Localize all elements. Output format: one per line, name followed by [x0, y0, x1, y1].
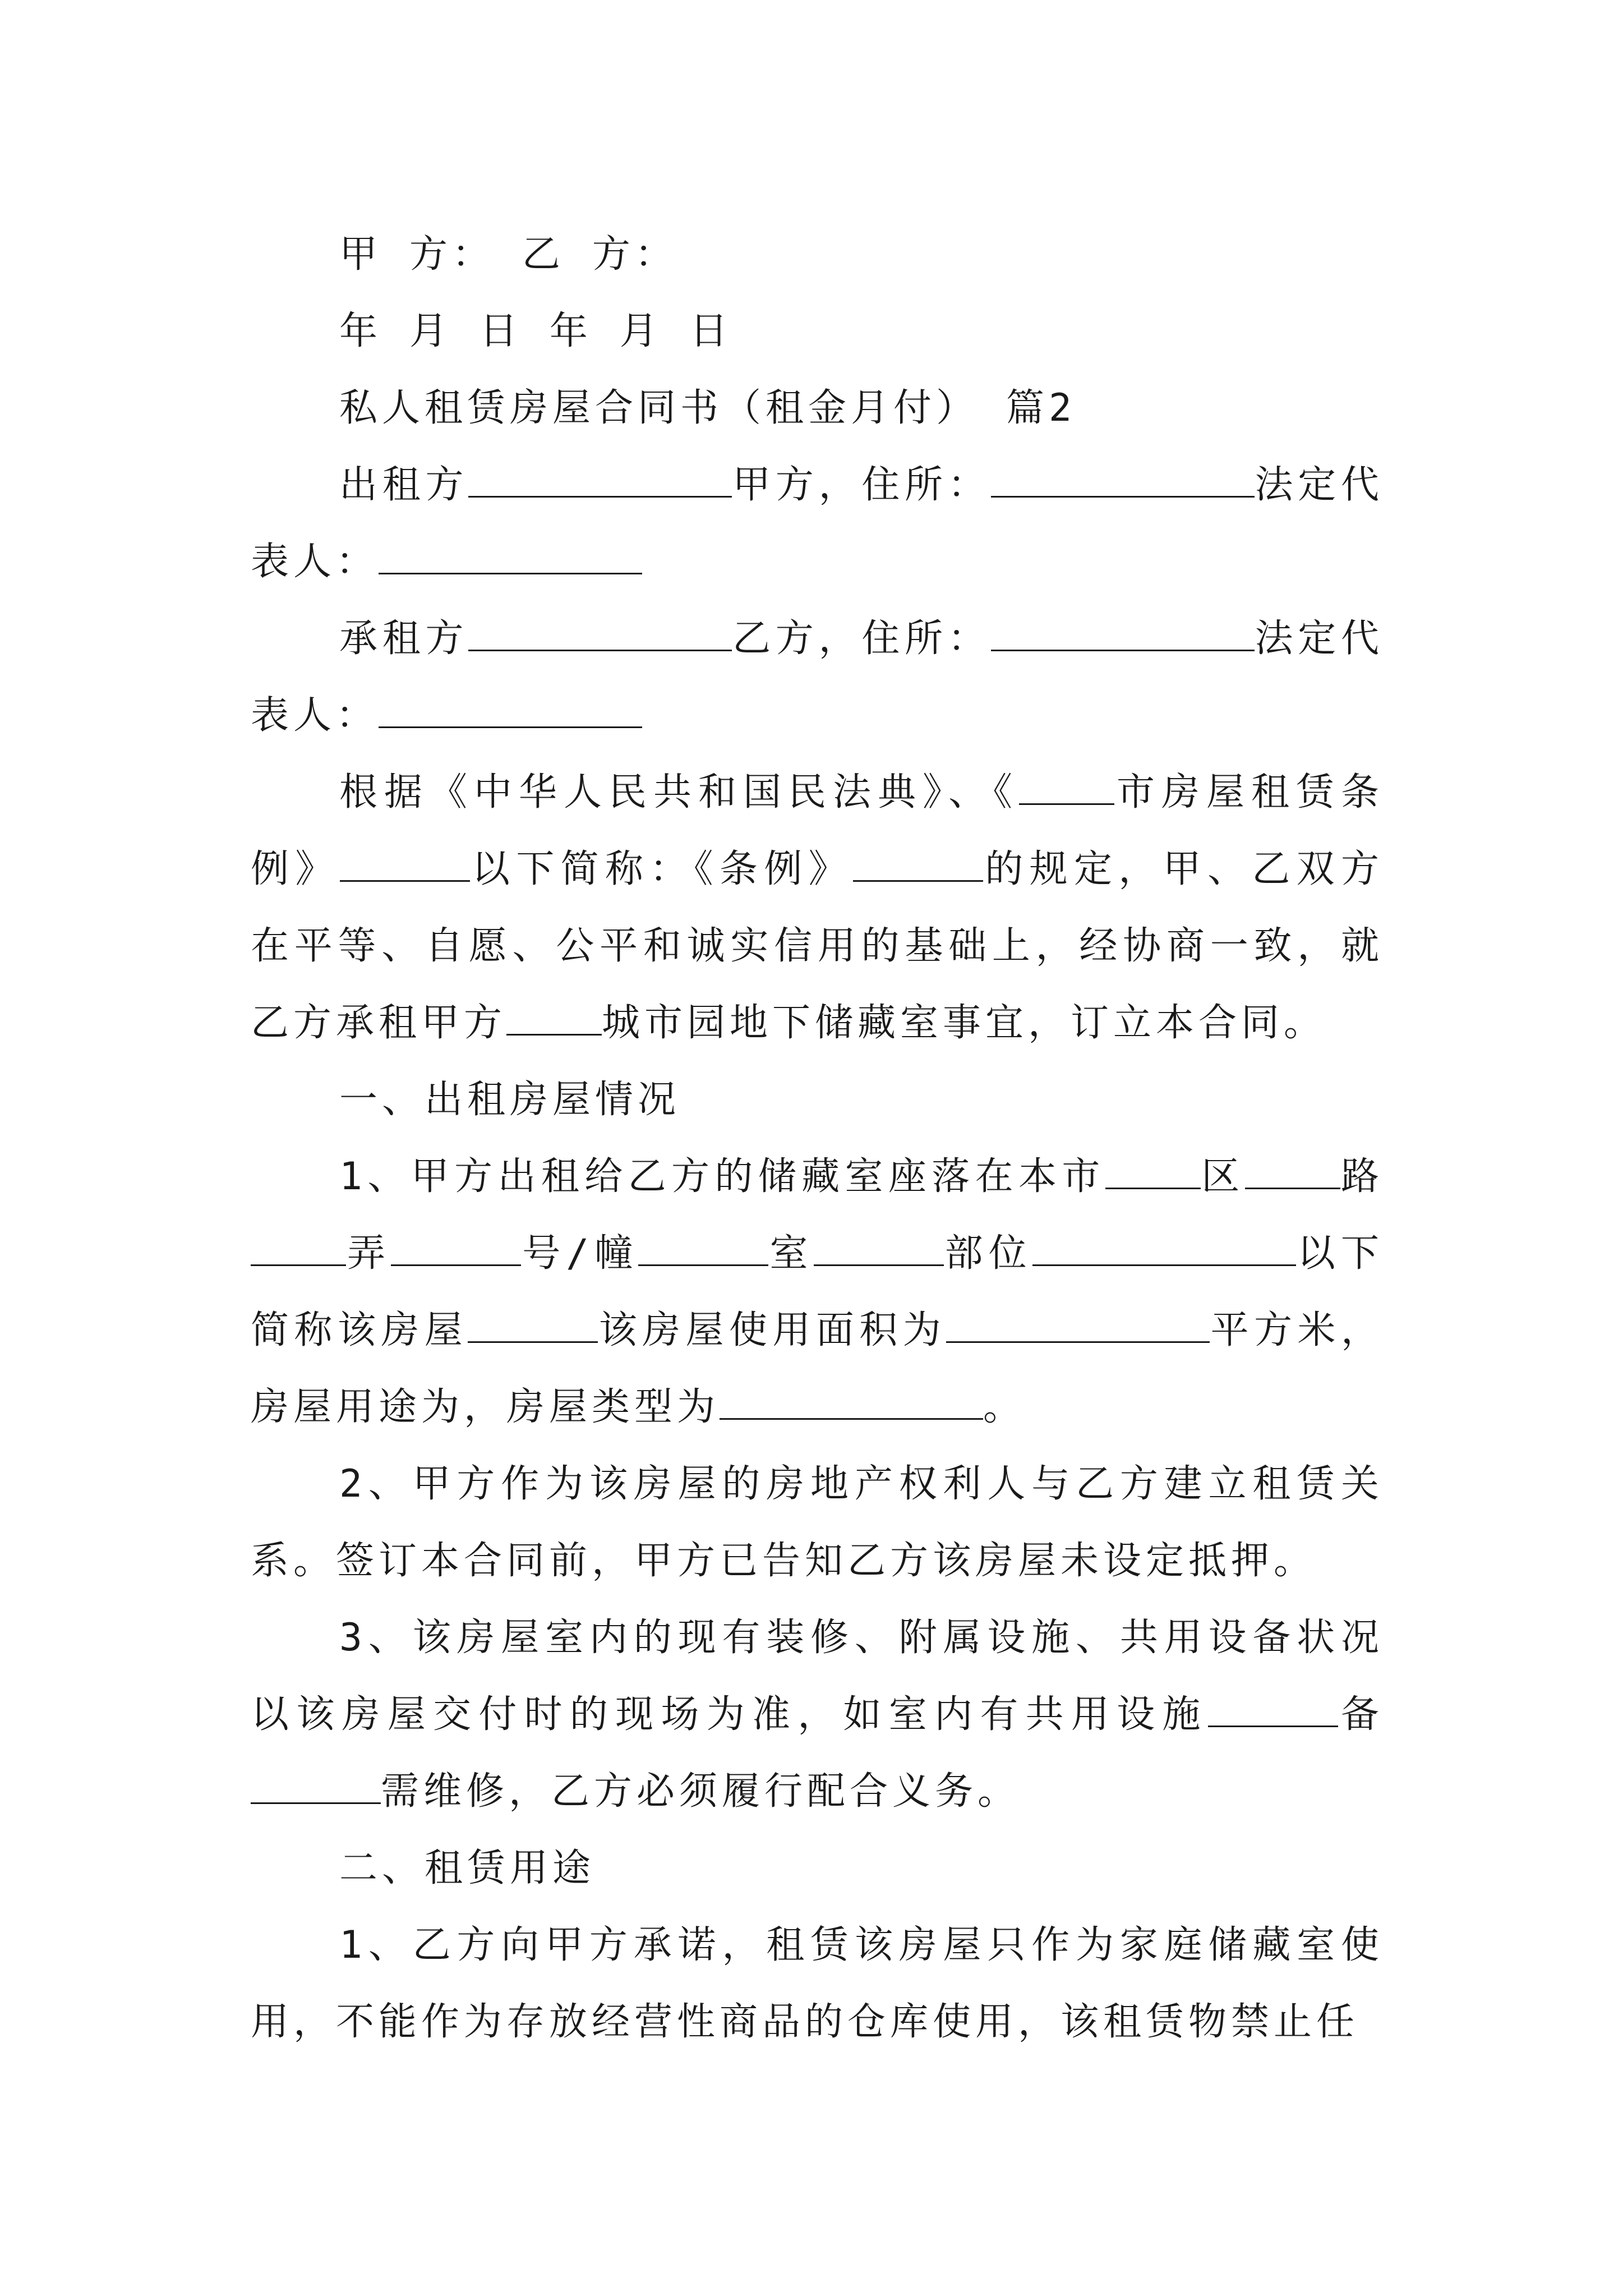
section-2-title	[251, 1830, 1384, 1907]
signature-date-line	[251, 293, 1384, 370]
contract-heading	[251, 370, 1384, 447]
lane-blank	[251, 1232, 346, 1266]
lessee-address-blank	[991, 617, 1255, 651]
item-1-1-text-i: 该房屋使用面积为	[598, 1308, 947, 1352]
item-1-1-text-g: 部位	[943, 1231, 1032, 1276]
item-1-1	[251, 1138, 1384, 1446]
legal-basis-text-d: 的规定，甲、乙双方在平等、自愿、公平和诚实信用的基础上，经协商一致，就乙方承租甲方	[251, 847, 1384, 1045]
item-1-1-text-d: 弄	[346, 1231, 391, 1276]
lessee-representative-blank	[379, 694, 642, 728]
legal-basis-paragraph	[251, 754, 1384, 1061]
legal-basis-text-e: 城市园地下储藏室事宜，订立本合同。	[602, 1001, 1327, 1045]
section-2-title-text: 二、租赁用途	[339, 1846, 596, 1890]
item-1-1-text-e: 号/幢	[521, 1231, 639, 1276]
signature-parties-line	[251, 216, 1384, 293]
legal-basis-text-a: 根据《中华人民共和国民法典》、《	[339, 770, 1019, 815]
part-blank	[1032, 1232, 1296, 1266]
road-blank	[1245, 1155, 1340, 1189]
lessor-address-blank	[991, 463, 1255, 498]
item-1-1-text-j: 平方米，房屋用途为，房屋类型为	[251, 1308, 1384, 1429]
document-body	[251, 216, 1384, 2060]
signature-date-text: 年 月 日 年 月 日	[339, 309, 732, 353]
lessor-representative-blank	[379, 540, 642, 574]
lessor-address-label: 甲方，住所：	[732, 463, 991, 507]
item-1-2	[251, 1446, 1384, 1599]
lessee-address-label: 乙方，住所：	[732, 616, 991, 661]
city-blank	[1019, 771, 1114, 805]
lessor-name-blank	[468, 463, 732, 498]
lessee-paragraph	[251, 600, 1384, 754]
house-type-blank	[720, 1386, 983, 1420]
estate-blank	[506, 1001, 602, 1036]
legal-basis-text-b: 市房屋租赁条例》	[251, 770, 1384, 891]
building-number-blank	[391, 1232, 521, 1266]
item-1-1-text-k: 。	[983, 1385, 1026, 1429]
district-blank	[1105, 1155, 1201, 1189]
section-1-title	[251, 1061, 1384, 1138]
lessee-representative-label: 法定代表人：	[251, 616, 1384, 738]
item-2-1-text: 1、乙方向甲方承诺，租赁该房屋只作为家庭储藏室使用，不能作为存放经营性商品的仓库使用，该租赁物禁止任	[251, 1923, 1384, 2044]
lessee-name-blank	[468, 617, 732, 651]
basis-blank-2	[853, 848, 983, 882]
item-1-1-text-a: 1、甲方出租给乙方的储藏室座落在本市	[339, 1154, 1105, 1199]
item-1-3	[251, 1599, 1384, 1830]
lessor-label: 出租方	[339, 463, 469, 507]
section-1-title-text: 一、出租房屋情况	[339, 1078, 681, 1122]
premises-blank	[468, 1309, 598, 1343]
legal-basis-text-c: 以下简称：《条例》	[469, 847, 853, 891]
item-2-1	[251, 1907, 1384, 2060]
lessor-paragraph	[251, 447, 1384, 600]
item-1-1-text-h: 以下简称该房屋	[251, 1231, 1384, 1352]
item-1-3-text-b: 备	[1338, 1692, 1384, 1737]
facility-blank-1	[1208, 1693, 1338, 1727]
location-blank	[814, 1232, 944, 1266]
item-1-2-text: 2、甲方作为该房屋的房地产权利人与乙方建立租赁关系。签订本合同前，甲方已告知乙方该房屋未设定抵押。	[251, 1462, 1384, 1583]
signature-parties-text: 甲 方： 乙 方：	[339, 232, 677, 277]
item-1-1-text-b: 区	[1200, 1154, 1245, 1199]
item-1-3-text-c: 需维修，乙方必须履行配合义务。	[381, 1769, 1021, 1814]
contract-heading-text: 私人租赁房屋合同书（租金月付） 篇2	[339, 386, 1076, 430]
item-1-1-text-c: 路	[1340, 1154, 1384, 1199]
item-1-3-text-a: 3、该房屋室内的现有装修、附属设施、共用设备状况以该房屋交付时的现场为准，如室内有共用设施	[251, 1616, 1384, 1737]
lessor-representative-label: 法定代表人：	[251, 463, 1384, 584]
facility-blank-2	[251, 1770, 381, 1804]
lessee-label: 承租方	[339, 616, 469, 661]
basis-blank-1	[340, 848, 470, 882]
area-blank	[946, 1309, 1210, 1343]
item-1-1-text-f: 室	[768, 1231, 814, 1276]
room-blank	[638, 1232, 768, 1266]
